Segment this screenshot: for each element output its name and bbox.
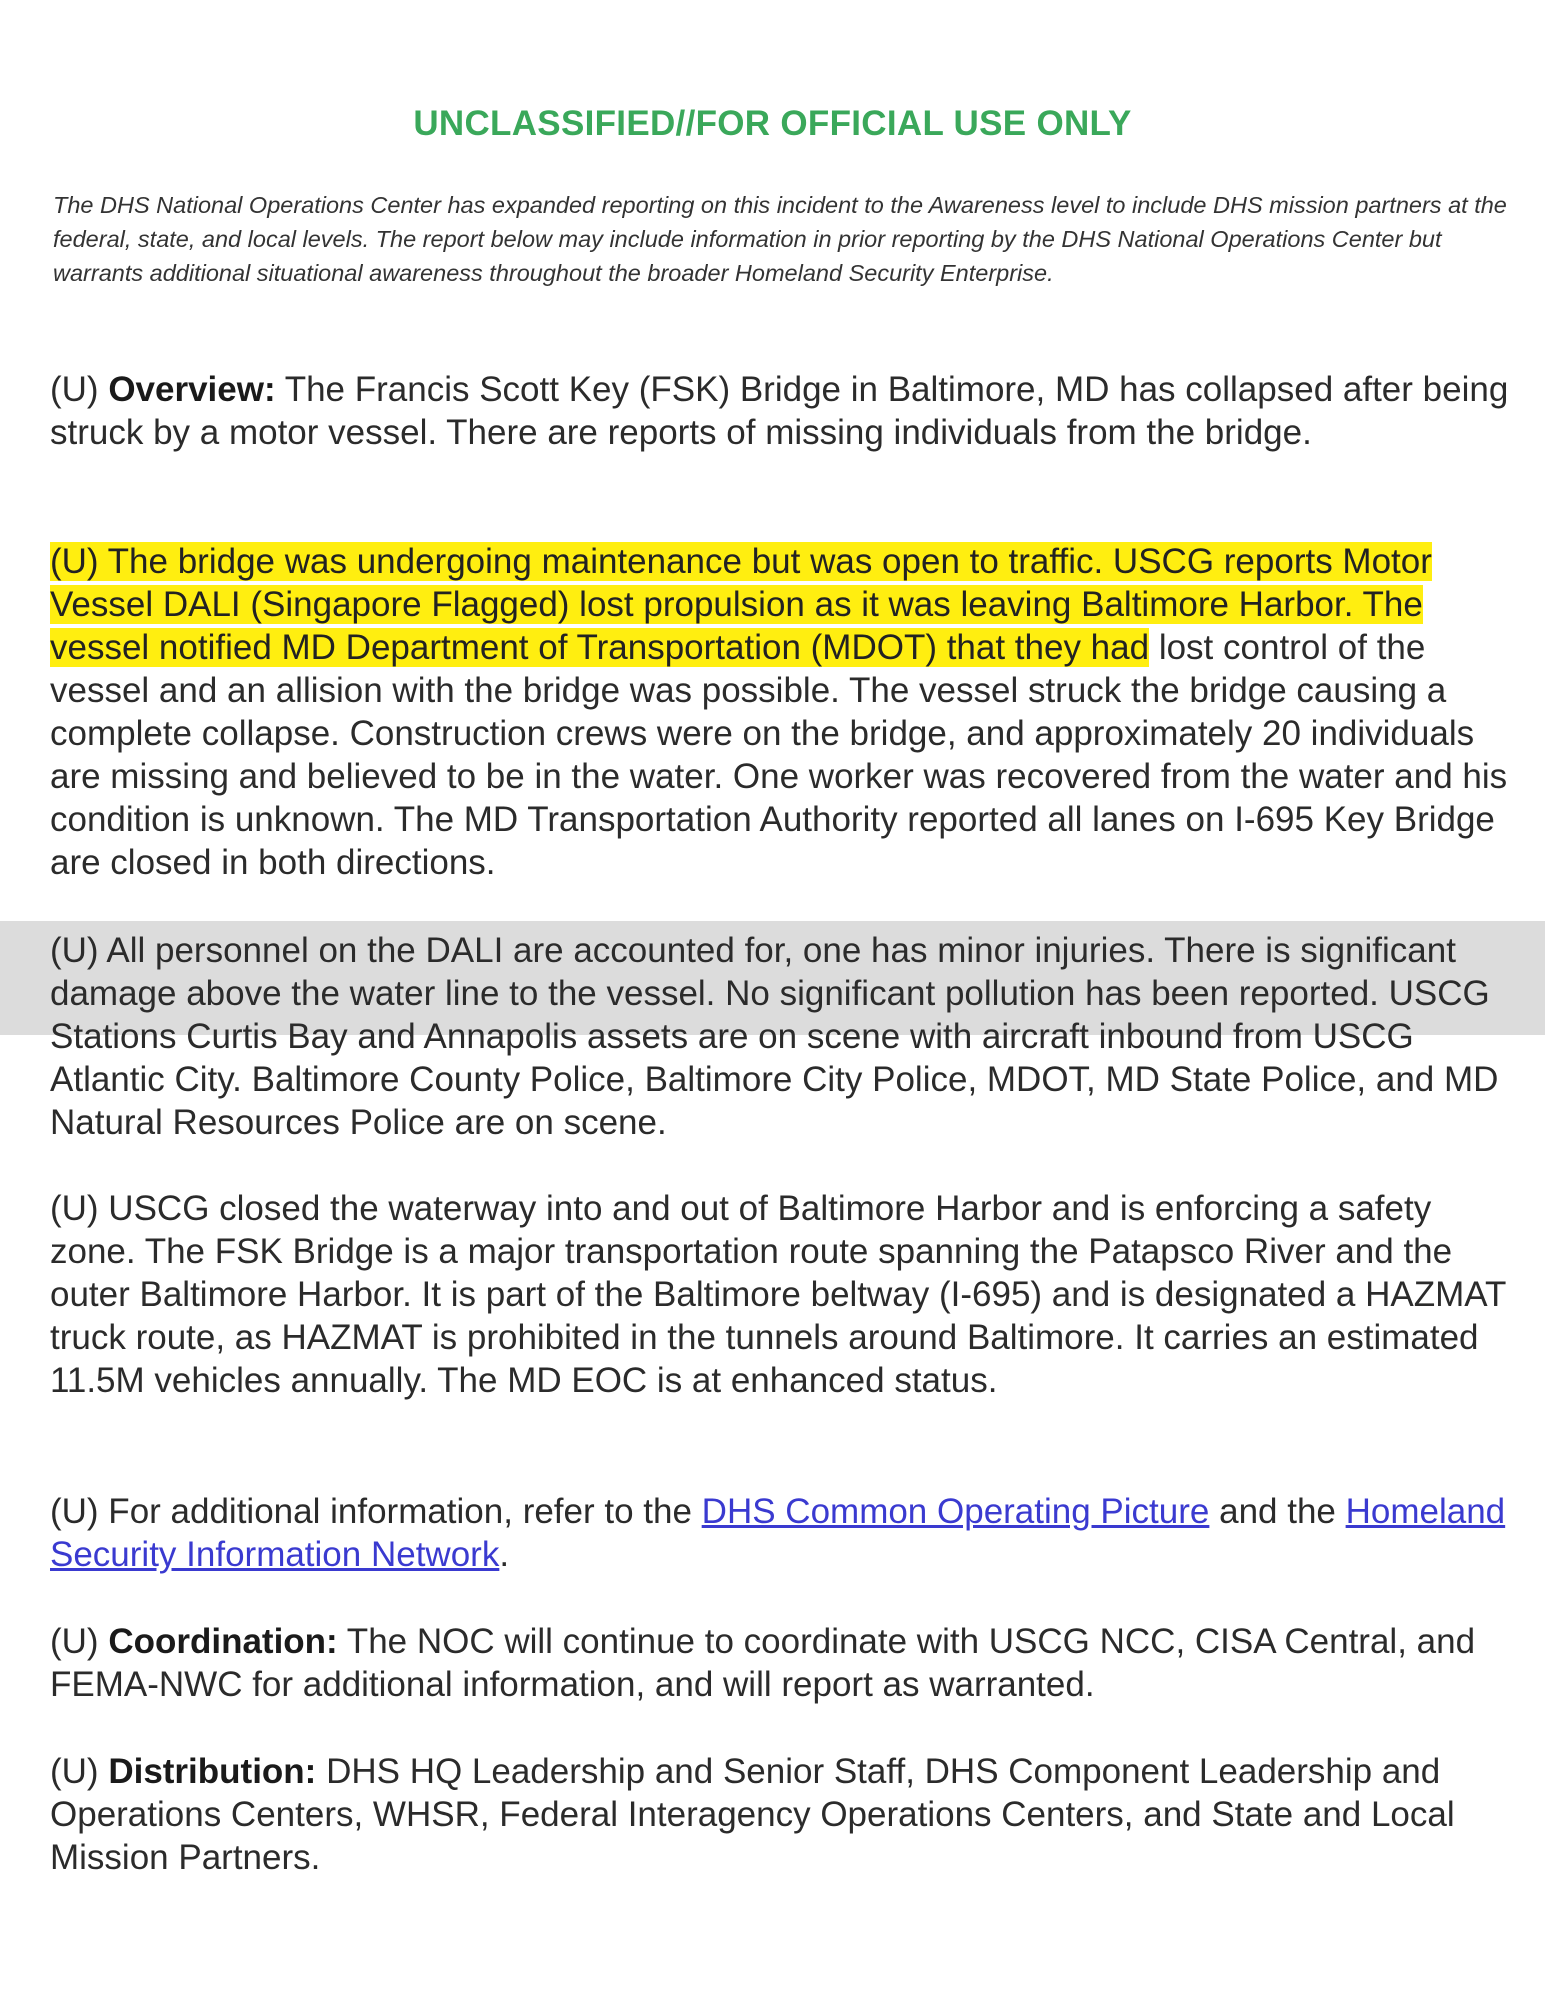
dhs-cop-link[interactable]: DHS Common Operating Picture [701,1492,1210,1531]
uscg-paragraph: (U) USCG closed the waterway into and out of Baltimore Harbor and is enforcing a safety zone. The FSK Bridge is a major transportation route spanning the Patapsco River and the outer Baltimore Harbor. It is part of the Baltimore beltway (I-695) and is designated a HAZMAT truck route, as HAZMAT is prohibited in the tunnels around Baltimore. It carries an estimated 11.5M vehicles annually. The MD EOC is at enhanced status. [50,1189,1506,1400]
highlighted-text: (U) The bridge was undergoing maintenance but was open to traffic. USCG reports Motor Vessel DALI (Singapore Flagged) lost propulsion as it was leaving Baltimore Harbor. The vessel notified MD Department of Transportation (MDOT) that they had [50,542,1432,667]
bridge-paragraph [50,540,1520,884]
hsin-link[interactable]: Homeland Security Information Network [50,1492,1506,1574]
coordination-prefix: (U) [50,1622,109,1661]
distribution-prefix: (U) [50,1752,109,1791]
info-paragraph [50,1490,1520,1576]
coordination-text: The NOC will continue to coordinate with USCG NCC, CISA Central, and FEMA-NWC for additional information, and will report as warranted. [50,1622,1476,1704]
distribution-label: Distribution: [108,1752,317,1791]
distribution-paragraph [50,1750,1520,1879]
intro-paragraph: The DHS National Operations Center has expanded reporting on this incident to the Awareness level to include DHS mission partners at the federal, state, and local levels. The report below may include information in prior reporting by the DHS National Operations Center but warrants additional situational awareness throughout the broader Homeland Security Enterprise. [53,192,1507,286]
coordination-label: Coordination: [108,1622,338,1661]
overview-text: The Francis Scott Key (FSK) Bridge in Baltimore, MD has collapsed after being struck by a motor vessel. There are reports of missing individuals from the bridge. [50,370,1509,452]
overview-paragraph [50,368,1520,454]
coordination-paragraph [50,1620,1520,1706]
distribution-text: DHS HQ Leadership and Senior Staff, DHS Component Leadership and Operations Centers, WHSR, Federal Interagency Operations Centers, and State and Local Mission Partners. [50,1752,1455,1877]
overview-prefix: (U) [50,370,109,409]
info-after: . [499,1535,510,1574]
bridge-text: lost control of the vessel and an allision with the bridge was possible. The vessel struck the bridge causing a complete collapse. Construction crews were on the bridge, and approximately 20 individuals are missing and believed to be in the water. One worker was recovered from the water and his condition is unknown. The MD Transportation Authority reported all lanes on I-695 Key Bridge are closed in both directions. [50,628,1508,882]
overview-label: Overview: [108,370,276,409]
info-before: (U) For additional information, refer to the [50,1492,702,1531]
classification-banner: UNCLASSIFIED//FOR OFFICIAL USE ONLY [413,104,1132,143]
info-middle: and the [1209,1492,1346,1531]
dali-paragraph: (U) All personnel on the DALI are accounted for, one has minor injuries. There is significant damage above the water line to the vessel. No significant pollution has been reported. USCG Stations Curtis Bay and Annapolis assets are on scene with aircraft inbound from USCG Atlantic City. Baltimore County Police, Baltimore City Police, MDOT, MD State Police, and MD Natural Resources Police are on scene. [50,931,1499,1142]
